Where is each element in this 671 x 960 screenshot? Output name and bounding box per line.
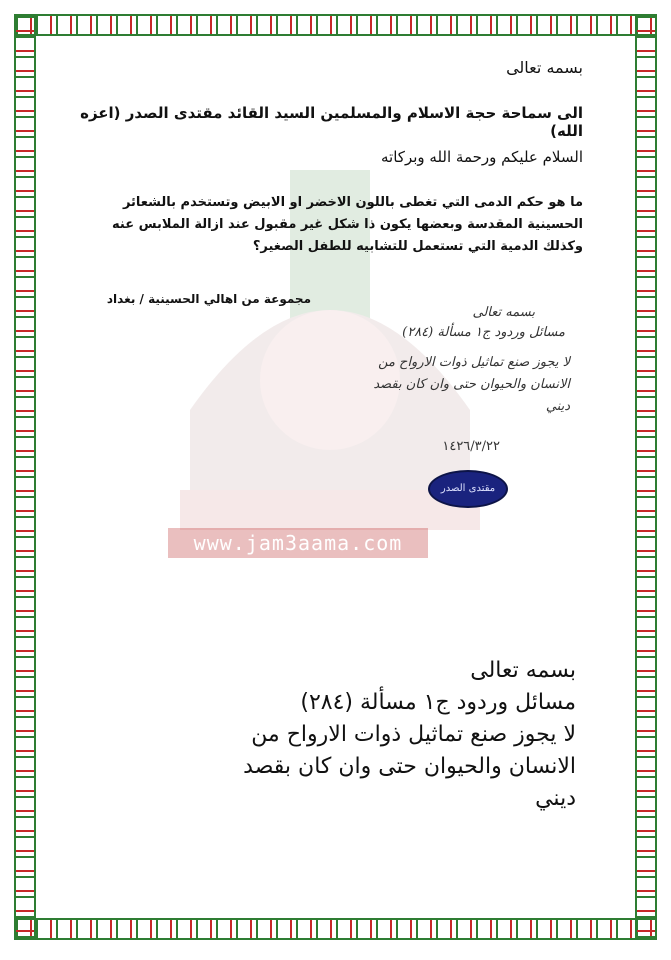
handwritten-ruling-line1: لا يجوز صنع تماثيل ذوات الارواح من <box>378 355 570 370</box>
transcription-line5: ديني <box>535 786 576 811</box>
handwritten-basmala: بسمه تعالى <box>472 305 535 320</box>
official-seal: مقتدى الصدر <box>428 470 508 508</box>
letter-question: ما هو حكم الدمى التي تغطى باللون الاخضر او الابيض وتستخدم بالشعائر الحسينية المقدسة وبعضها يكون ذا شكل غير مقبول عند ازالة الملابس عنه وكذلك الدمية التي تستعمل للتشابيه للطفل الصغير؟ <box>112 195 583 254</box>
letter-basmala: بسمه تعالى <box>506 58 583 77</box>
decorative-border-bottom <box>14 918 657 940</box>
letter-greeting: السلام عليكم ورحمة الله وبركاته <box>381 148 583 166</box>
handwritten-ruling-line2: الانسان والحيوان حتى وان كان بقصد <box>373 377 570 392</box>
watermark-site: www.jam3aama.com <box>168 528 428 558</box>
handwritten-ruling-line3: ديني <box>545 399 570 414</box>
letter-address: الى سماحة حجة الاسلام والمسلمين السيد القائد مقتدى الصدر (اعزه الله) <box>80 104 583 140</box>
transcription-line1: بسمه تعالى <box>470 658 576 683</box>
decorative-border-top <box>14 14 657 36</box>
transcription-line4: الانسان والحيوان حتى وان كان بقصد <box>243 754 576 779</box>
typed-transcription <box>106 655 576 815</box>
transcription-line3: لا يجوز صنع تماثيل ذوات الارواح من <box>251 722 576 747</box>
handwritten-reference: مسائل وردود ج١ مسألة (٢٨٤) <box>402 325 565 340</box>
transcription-line2: مسائل وردود ج١ مسألة (٢٨٤) <box>300 690 576 715</box>
letter-sender: مجموعة من اهالي الحسينية / بغداد <box>106 292 311 306</box>
decorative-border-left <box>14 14 36 940</box>
decorative-border-right <box>635 14 657 940</box>
handwritten-date: ١٤٢٦/٣/٢٢ <box>442 439 500 454</box>
